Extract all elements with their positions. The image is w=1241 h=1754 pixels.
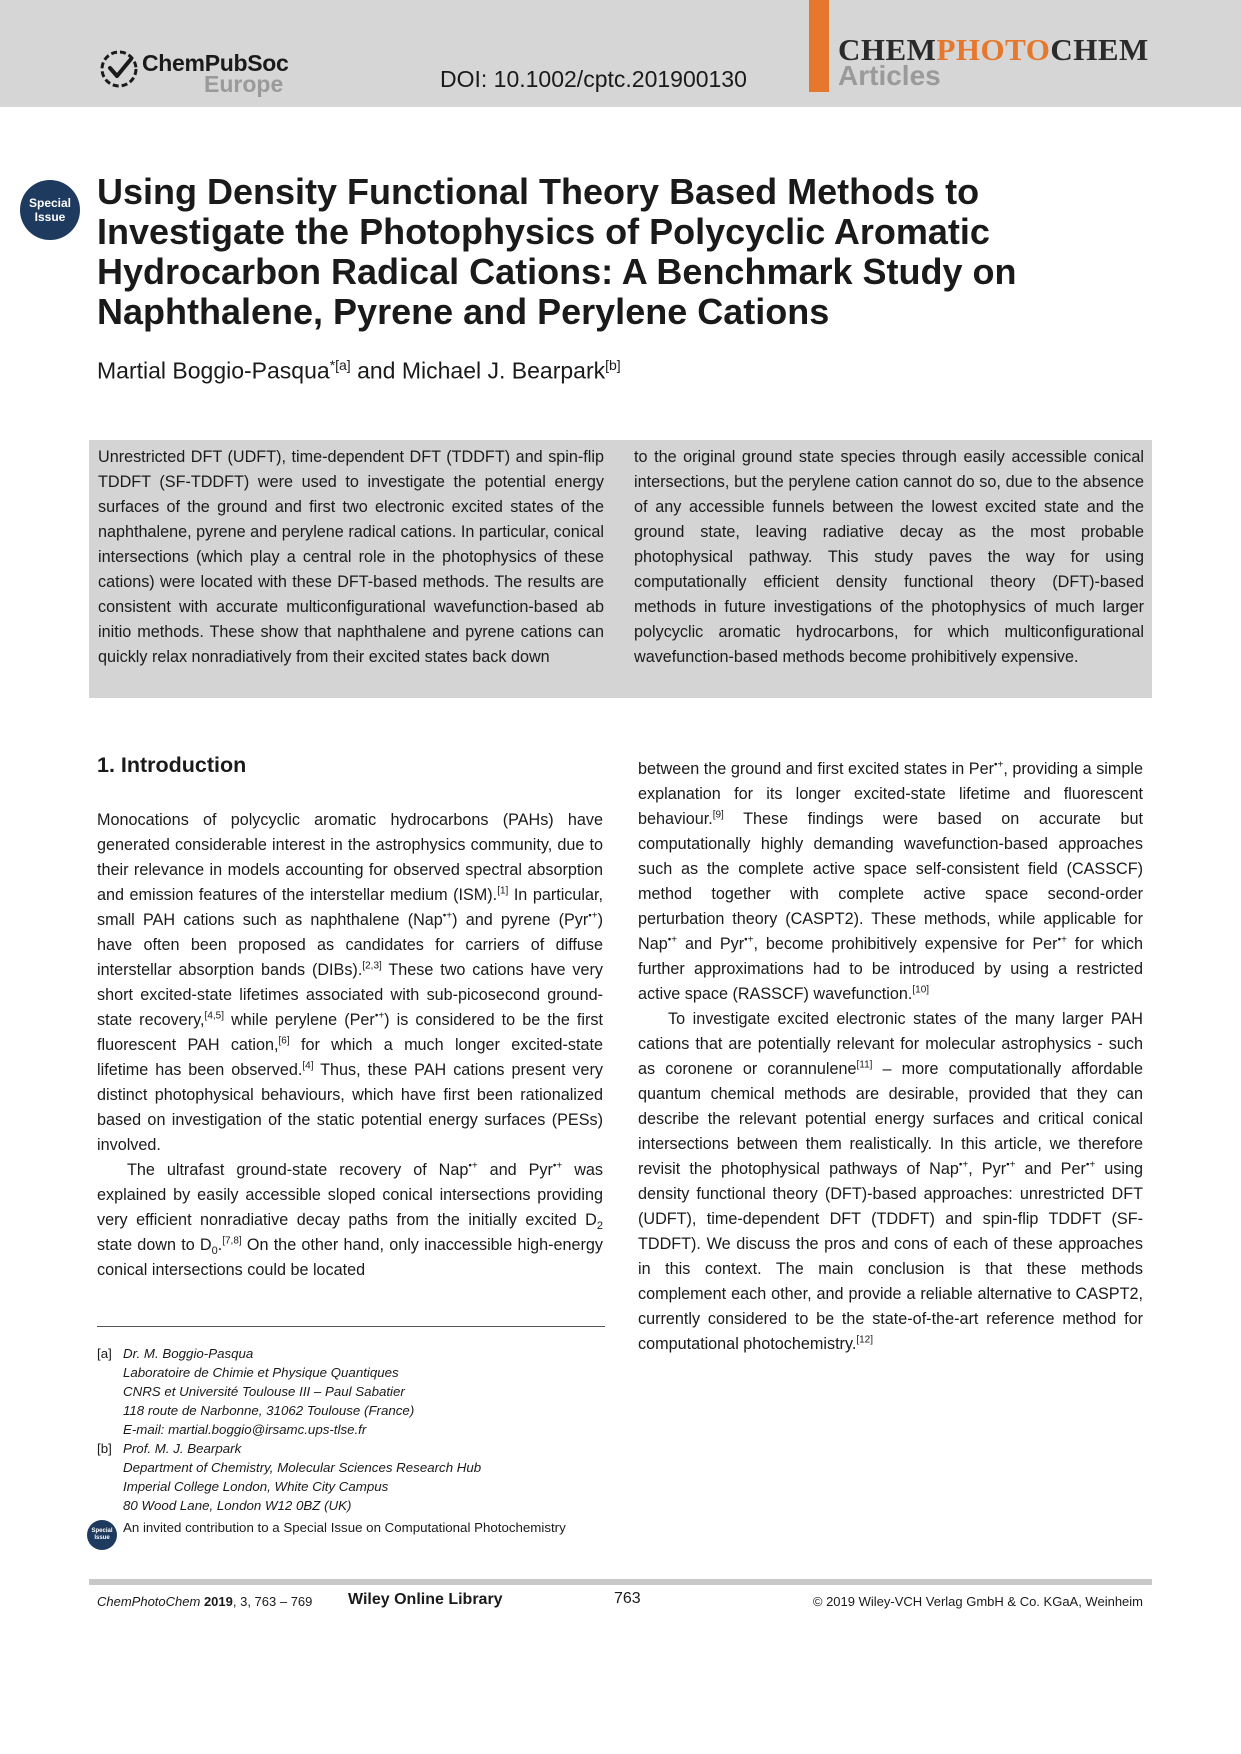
footnote-tag: [b] [97, 1441, 112, 1456]
footnote-divider [97, 1326, 605, 1327]
body-right-column [638, 757, 1143, 1357]
citation-link[interactable]: [4] [302, 1060, 314, 1072]
radical-cation-mark: •+ [468, 1160, 478, 1172]
article-title [97, 172, 1037, 332]
author-separator: and [350, 357, 402, 384]
state-subscript: 2 [596, 1220, 603, 1233]
text-run: Monocations of polycyclic aromatic hydrocarbons (PAHs) have generated considerable interest in the astrophysics community, due to their relevance in models accounting for observed spectral absorption and emission features of the interstellar medium (ISM). [97, 811, 603, 904]
title-line: Investigate the Photophysics of Polycyclic Aromatic [97, 211, 990, 252]
journal-name-part1: CHEM [838, 32, 937, 67]
email-link[interactable]: E-mail: martial.boggio@irsamc.ups-tlse.fr [123, 1422, 367, 1437]
footer-journal: ChemPhotoChem [97, 1594, 201, 1609]
publisher-logo[interactable] [98, 46, 298, 96]
radical-cation-mark: •+ [667, 934, 678, 946]
citation-link[interactable]: [1] [497, 885, 509, 897]
copyright: © 2019 Wiley-VCH Verlag GmbH & Co. KGaA, Weinheim [812, 1594, 1143, 1609]
citation-link[interactable]: [6] [278, 1035, 290, 1047]
affiliation-line: Department of Chemistry, Molecular Sciences Research Hub [123, 1460, 482, 1475]
body-left-column [97, 808, 603, 1283]
citation-link[interactable]: [7,8] [222, 1235, 242, 1247]
text-run: On the other hand, only inaccessible high-energy conical intersections could be located [97, 1236, 603, 1279]
footer-divider [89, 1579, 1152, 1585]
text-run: and Pyr [477, 1161, 553, 1179]
journal-accent-bar [809, 0, 829, 92]
paragraph [638, 757, 1143, 1007]
radical-cation-mark: •+ [588, 910, 598, 922]
journal-name-part2: PHOTO [936, 32, 1051, 67]
citation-link[interactable]: [4,5] [204, 1010, 225, 1022]
section-heading: 1. Introduction [97, 753, 247, 777]
footnote-tag: [a] [97, 1346, 112, 1361]
special-issue-icon: Special Issue [87, 1520, 117, 1550]
text-run: using density functional theory (DFT)-based approaches: unrestricted DFT (UDFT), time-dependent DFT (TDDFT) and spin-flip TDDFT (SF-TDDFT). We discuss the pros and cons of each of these approaches in this context. The main conclusion is that these methods complement each other, and provide a reliable alternative to CASPT2, currently considered to be the state-of-the-art reference method for computational photochemistry. [638, 1160, 1143, 1353]
text-run: for which a much longer excited-state lifetime has been observed. [97, 1036, 603, 1079]
radical-cation-mark: •+ [1085, 1159, 1096, 1171]
text-run: These two cations have very short excited-state lifetimes associated with sub-picosecond ground-state recovery, [97, 961, 603, 1029]
text-run: and Per [1015, 1160, 1086, 1178]
text-run: – more computationally affordable quantum chemical methods are desirable, provided that they can describe the relevant potential energy surfaces and critical conical intersections between them realistically. In this article, we therefore revisit the photophysical pathways of Nap [638, 1060, 1143, 1178]
section-label: Articles [838, 60, 941, 91]
text-run: To investigate excited electronic states of the many larger PAH cations that are potentially relevant for molecular astrophysics - such as coronene or corannulene [638, 1010, 1143, 1078]
text-run: , become prohibitively expensive for Per [753, 935, 1058, 953]
radical-cation-mark: •+ [1057, 934, 1067, 946]
footer-citation [97, 1594, 312, 1609]
footer-volume-pages: , 3, 763 – 769 [232, 1594, 313, 1609]
footnotes [91, 1344, 617, 1541]
citation-link[interactable]: [12] [856, 1334, 874, 1346]
text-run: , Pyr [968, 1160, 1007, 1178]
affiliation-line: Dr. M. Boggio-Pasqua [123, 1346, 254, 1361]
text-run: . [217, 1236, 223, 1254]
text-run: state down to D [97, 1236, 212, 1254]
text-run: Thus, these PAH cations present very distinct photophysical behaviours, which have first been rationalized based on investigation of the static potential energy surfaces (PESs) involved. [97, 1061, 603, 1154]
affiliation-line: Laboratoire de Chimie et Physique Quantiques [123, 1365, 399, 1380]
title-line: Naphthalene, Pyrene and Perylene Cations [97, 291, 830, 332]
affiliation-line: CNRS et Université Toulouse III – Paul Sabatier [123, 1384, 405, 1399]
title-line: Using Density Functional Theory Based Methods to [97, 171, 980, 212]
text-run: for which further approximations had to be introduced by using a restricted active space (RASSCF) wavefunction. [638, 935, 1143, 1003]
page-number: 763 [614, 1590, 641, 1607]
radical-cation-mark: •+ [1006, 1159, 1016, 1171]
special-issue-badge[interactable] [20, 180, 80, 240]
affiliation-line: 80 Wood Lane, London W12 0BZ (UK) [123, 1498, 352, 1513]
text-run: was explained by easily accessible sloped conical intersections providing very efficient nonradiative decay paths from the initially excited D [97, 1161, 603, 1229]
title-line: Hydrocarbon Radical Cations: A Benchmark Study on [97, 251, 1017, 292]
text-run: and Pyr [677, 935, 745, 953]
radical-cation-mark: •+ [993, 759, 1004, 771]
badge-line2: Issue [34, 210, 66, 224]
wiley-online-library-link[interactable]: Wiley Online Library [348, 1591, 503, 1608]
affiliation-line: 118 route de Narbonne, 31062 Toulouse (France) [123, 1403, 415, 1418]
doi-link[interactable]: DOI: 10.1002/cptc.201900130 [440, 66, 747, 92]
author-affiliation-mark: [b] [605, 357, 621, 373]
author-affiliation-mark: *[a] [329, 357, 351, 373]
author-name[interactable]: Martial Boggio-Pasqua [97, 357, 330, 384]
author-name[interactable]: Michael J. Bearpark [401, 357, 606, 384]
affiliation-b [97, 1439, 617, 1515]
affiliation-line: Prof. M. J. Bearpark [123, 1441, 242, 1456]
author-list [97, 357, 621, 385]
publisher-region: Europe [204, 71, 284, 97]
abstract-box [89, 440, 1152, 698]
special-issue-note [91, 1518, 617, 1541]
publisher-name: ChemPubSoc [142, 50, 289, 76]
footer-year: 2019 [203, 1594, 233, 1609]
text-run: The ultrafast ground-state recovery of Nap [127, 1161, 469, 1179]
radical-cation-mark: •+ [958, 1159, 969, 1171]
chempubsoc-star-icon [98, 48, 140, 90]
paragraph [97, 808, 603, 1158]
journal-name-part3: CHEM [1050, 32, 1149, 67]
radical-cation-mark: •+ [374, 1010, 385, 1022]
radical-cation-mark: •+ [744, 934, 754, 946]
text-run: ) is considered to be the first fluorescent PAH cation, [97, 1011, 603, 1054]
badge-line1: Special [28, 196, 72, 210]
citation-link[interactable]: [10] [912, 984, 930, 996]
text-run: ) and pyrene (Pyr [452, 911, 589, 929]
text-run: while perylene (Per [224, 1011, 375, 1029]
citation-link[interactable]: [9] [712, 809, 724, 821]
state-subscript: 0 [211, 1245, 218, 1258]
abstract-right-column: to the original ground state species through easily accessible conical intersections, but the perylene cation cannot do so, due to the absence of any accessible funnels between the lowest excited state and the ground state, leaving radiative decay as the most probable photophysical pathway. This study paves the way for using computationally efficient density functional theory (DFT)-based methods in future investigations of the photophysics of much larger polycyclic aromatic hydrocarbons, for which multiconfigurational wavefunction-based methods become prohibitively expensive. [634, 448, 1144, 666]
paragraph [638, 1007, 1143, 1357]
text-run: ) have often been proposed as candidates for carriers of diffuse interstellar absorption bands (DIBs). [97, 911, 603, 979]
paragraph [97, 1158, 603, 1283]
text-run: between the ground and first excited states in Per [638, 760, 994, 778]
text-run: , providing a simple explanation for its longer excited-state lifetime and fluorescent behaviour. [638, 760, 1143, 828]
text-run: These findings were based on accurate but computationally highly demanding wavefunction-based approaches such as the complete active space self-consistent field (CASSCF) method together with complete active space second-order perturbation theory (CASPT2). These methods, while applicable for Nap [638, 810, 1143, 953]
abstract-left-column: Unrestricted DFT (UDFT), time-dependent DFT (TDDFT) and spin-flip TDDFT (SF-TDDFT) were used to investigate the potential energy surfaces of the ground and first two electronic excited states of the naphthalene, pyrene and perylene radical cations. In particular, conical intersections (which play a central role in the photophysics of these cations) were located with these DFT-based methods. The results are consistent with accurate multiconfigurational wavefunction-based ab initio methods. These show that naphthalene and pyrene cations can quickly relax nonradiatively from their excited states back down [98, 448, 604, 666]
header-band [0, 0, 1241, 107]
citation-link[interactable]: [2,3] [362, 960, 382, 972]
invited-text: An invited contribution to a Special Issue on Computational Photochemistry [123, 1520, 566, 1535]
text-run: In particular, small PAH cations such as naphthalene (Nap [97, 886, 603, 929]
affiliation-a [97, 1344, 617, 1439]
citation-link[interactable]: [11] [856, 1059, 873, 1071]
radical-cation-mark: •+ [552, 1160, 563, 1172]
affiliation-line: Imperial College London, White City Campus [123, 1479, 389, 1494]
radical-cation-mark: •+ [442, 910, 453, 922]
